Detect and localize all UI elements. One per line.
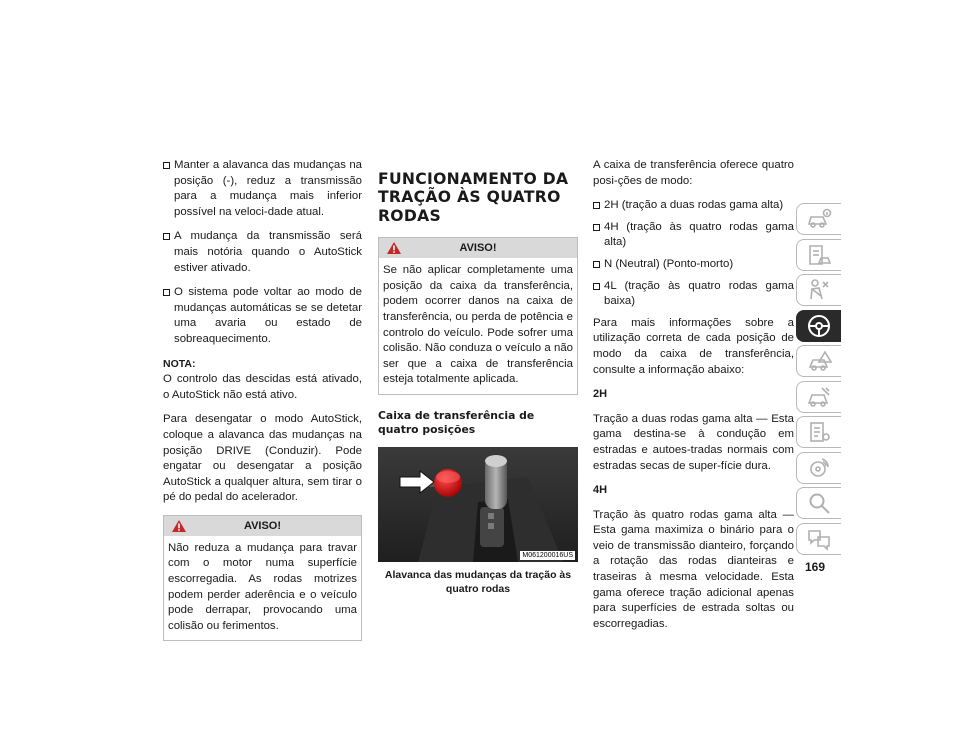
emergency-warning-icon — [806, 349, 832, 373]
checkbox-bullet-icon — [593, 224, 600, 231]
language-icon — [806, 527, 832, 551]
tab-car-info[interactable] — [796, 203, 841, 235]
warning-text: Não reduza a mudança para travar com o motor numa superfície escorregadia. As rodas motrizes podem perder aderência e o veículo pode derrapar, provocando uma colisão ou ferimentos. — [168, 541, 357, 632]
bullet-item: Manter a alavanca das mudanças na posição (-), reduz a transmissão para a mudança mais inferior possível na veloci-dade atual. — [163, 158, 362, 220]
note-text: O controlo das descidas está ativado, o AutoStick não está ativo. — [163, 373, 362, 401]
checkbox-bullet-icon — [163, 162, 170, 169]
multimedia-icon — [806, 456, 832, 480]
mode-description-2h: Tração a duas rodas gama alta — Esta gama destina-se à condução em estradas e autoes-tradas normais com estradas secas de super-fície dura. — [593, 412, 794, 472]
mode-description-4h: Tração às quatro rodas gama alta — Esta gama maximiza o binário para o veio de transmissão dianteiro, forçando a rotação das rodas dianteiras e traseiras à mesma velocidade. Esta gama oferece tração adicional apenas para superfícies de estrada soltas ou escorregadias. — [593, 508, 794, 630]
warning-header — [379, 238, 577, 258]
bullet-item: O sistema pode voltar ao modo de mudanças automáticas se se detetar uma avaria ou estado de sobreaquecimento. — [163, 285, 362, 347]
checkbox-bullet-icon — [163, 233, 170, 240]
warning-triangle-icon — [171, 519, 187, 533]
info-text: Para mais informações sobre a utilização correta de cada posição de modo da caixa de transferência, consulte a informação abaixo: — [593, 316, 794, 376]
section-title: FUNCIONAMENTO DA TRAÇÃO ÀS QUATRO RODAS — [378, 170, 569, 225]
checkbox-bullet-icon — [163, 289, 170, 296]
warning-triangle-icon — [386, 241, 402, 255]
figure-caption: Alavanca das mudanças da tração às quatro rodas — [384, 568, 572, 595]
bullet-item: A mudança da transmissão será mais notória quando o AutoStick estiver ativado. — [163, 229, 362, 276]
column-middle — [378, 170, 578, 596]
warning-text: Se não aplicar completamente uma posição da caixa da transferência, podem ocorrer danos na caixa de transferência, ou perda de potência e controlo do veículo. Pode sofrer uma colisão. Não conduza o veículo a não ser que a caixa de transferência esteja totalmente aplicada. — [383, 264, 573, 386]
gear-lever-illustration — [378, 447, 578, 562]
column-left — [163, 158, 362, 641]
mode-heading-4h: 4H — [593, 484, 608, 497]
warning-title: AVISO! — [459, 242, 497, 255]
tab-safety[interactable] — [796, 274, 841, 306]
owner-manual-icon — [806, 243, 832, 267]
checkbox-bullet-icon — [593, 202, 600, 209]
tab-service[interactable] — [796, 381, 841, 413]
safety-belt-icon — [806, 278, 832, 302]
tab-owner-manual[interactable] — [796, 239, 841, 271]
warning-header — [164, 516, 361, 536]
page-number: 169 — [804, 560, 825, 574]
technical-specs-icon — [806, 420, 832, 444]
warning-box — [163, 515, 362, 642]
tab-multimedia[interactable] — [796, 452, 841, 484]
mode-heading-2h: 2H — [593, 388, 608, 401]
tab-language[interactable] — [796, 523, 841, 555]
search-icon — [806, 491, 832, 515]
tab-index[interactable] — [796, 487, 841, 519]
note-label: NOTA: — [163, 357, 196, 370]
car-service-icon — [806, 385, 832, 409]
gear-lever-photo — [378, 447, 578, 562]
paragraph: Para desengatar o modo AutoStick, coloque a alavanca das mudanças na posição DRIVE (Conduzir). Pode engatar ou desengatar a posição AutoStick a qualquer altura, sem tirar o pé do pedal do acelerador. — [163, 413, 362, 504]
column-right — [593, 158, 794, 641]
tab-driving[interactable] — [796, 310, 841, 342]
checkbox-bullet-icon — [593, 283, 600, 290]
mode-item: 4L (tração às quatro rodas gama baixa) — [593, 279, 794, 310]
checkbox-bullet-icon — [593, 261, 600, 268]
subsection-title: Caixa de transferência de quatro posições — [378, 408, 535, 436]
warning-title: AVISO! — [243, 519, 282, 532]
mode-item: 2H (tração a duas rodas gama alta) — [593, 198, 794, 214]
figure-code: M061200016US — [522, 551, 573, 559]
intro-text: A caixa de transferência oferece quatro posi-ções de modo: — [593, 159, 794, 187]
warning-box — [378, 237, 578, 395]
tab-technical[interactable] — [796, 416, 841, 448]
tab-emergency[interactable] — [796, 345, 841, 377]
mode-item: 4H (tração às quatro rodas gama alta) — [593, 220, 794, 251]
steering-wheel-icon — [806, 314, 832, 338]
car-info-icon — [806, 207, 832, 231]
chapter-tabs — [796, 203, 842, 558]
mode-item: N (Neutral) (Ponto-morto) — [593, 257, 794, 273]
